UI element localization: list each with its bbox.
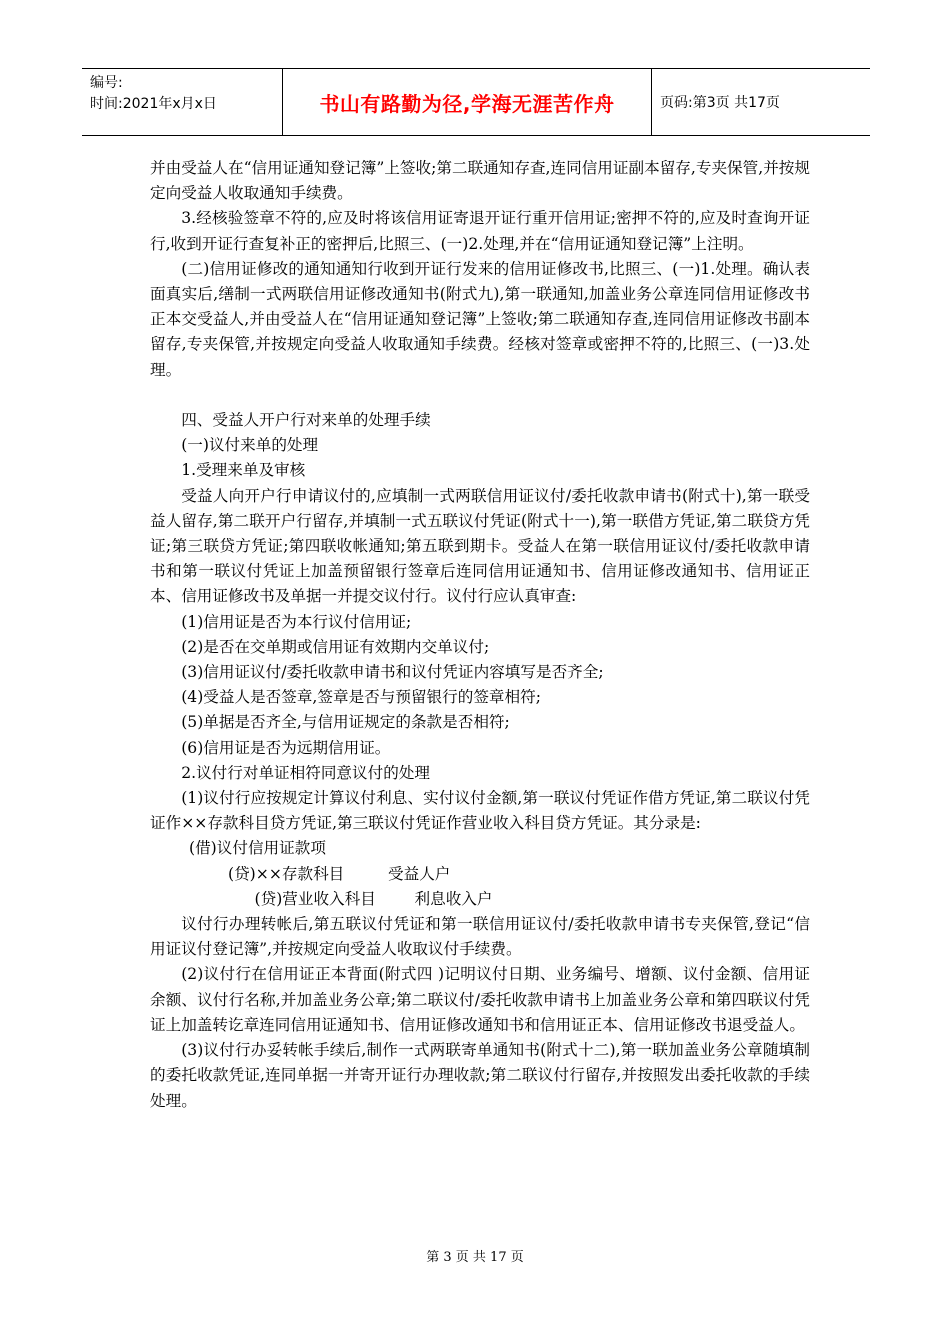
section-heading: 四、受益人开户行对来单的处理手续 (181, 411, 431, 430)
body-paragraph: 并由受益人在“信用证通知登记簿”上签收;第二联通知存查,连同信用证副本留存,专夹保管,并按规定向受益人收取通知手续费。 (150, 159, 810, 203)
checklist-item: (5)单据是否齐全,与信用证规定的条款是否相符; (181, 713, 510, 732)
body-paragraph: 议付行办理转帐后,第五联议付凭证和第一联信用证议付/委托收款申请书专夹保管,登记“信用证议付登记簿”,并按规定向受益人收取议付手续费。 (150, 915, 810, 959)
item-heading: 2.议付行对单证相符同意议付的处理 (181, 763, 430, 782)
journal-entry-credit (150, 862, 810, 887)
page-header (82, 68, 870, 136)
checklist-item: (1)信用证是否为本行议付信用证; (181, 612, 412, 631)
credit-account: (贷)××存款科目 (228, 864, 345, 883)
item-heading: 1.受理来单及审核 (181, 461, 306, 480)
page-footer: 第 3 页 共 17 页 (426, 1250, 524, 1265)
body-paragraph: 3.经核验签章不符的,应及时将该信用证寄退开证行重开信用证;密押不符的,应及时查询开证行,收到开证行查复补正的密押后,比照三、(一)2.处理,并在“信用证通知登记簿”上注明。 (150, 209, 810, 253)
header-motto: 书山有路勤为径,学海无涯苦作舟 (282, 69, 652, 135)
body-paragraph: (2)议付行在信用证正本背面(附式四 )记明议付日期、业务编号、增额、议付金额、信用证余额、议付行名称,并加盖业务公章;第二联议付/委托收款申请书上加盖业务公章和第四联议付凭证上加盖转讫章连同信用证通知书、信用证修改通知书和信用证正本、信用证修改书退受益人。 (150, 965, 810, 1034)
header-page-info: 页码:第3页 共17页 (660, 95, 780, 111)
journal-entry-credit (150, 887, 810, 912)
checklist-item: (2)是否在交单期或信用证有效期内交单议付; (181, 637, 490, 656)
journal-entry-debit: (借)议付信用证款项 (189, 839, 326, 858)
document-number-label: 编号: (90, 75, 123, 91)
subsection-heading: (一)议付来单的处理 (181, 436, 319, 455)
body-paragraph: (3)议付行办妥转帐手续后,制作一式两联寄单通知书(附式十二),第一联加盖业务公章随填制的委托收款凭证,连同单据一并寄开证行办理收款;第二联议付行留存,并按照发出委托收款的手续处理。 (150, 1041, 810, 1110)
credit-subaccount: 利息收入户 (414, 889, 493, 908)
checklist-item: (3)信用证议付/委托收款申请书和议付凭证内容填写是否齐全; (181, 663, 604, 682)
paragraph-gap (150, 383, 810, 408)
header-left-cell (82, 69, 282, 135)
checklist-item: (4)受益人是否签章,签章是否与预留银行的签章相符; (181, 688, 541, 707)
credit-subaccount: 受益人户 (388, 864, 451, 883)
document-time-label: 时间:2021年x月x日 (90, 96, 217, 112)
body-paragraph: (二)信用证修改的通知通知行收到开证行发来的信用证修改书,比照三、(一)1.处理。确认表面真实后,缮制一式两联信用证修改通知书(附式九),第一联通知,加盖业务公章连同信用证修改书正本交受益人,并由受益人在“信用证通知登记簿”上签收;第二联通知存查,连同信用证修改书副本留存,专夹保管,并按规定向受益人收取通知手续费。经核对签章或密押不符的,比照三、(一)3.处理。 (150, 259, 810, 379)
credit-account: (贷)营业收入科目 (254, 889, 376, 908)
body-paragraph: (1)议付行应按规定计算议付利息、实付议付金额,第一联议付凭证作借方凭证,第二联议付凭证作××存款科目贷方凭证,第三联议付凭证作营业收入科目贷方凭证。其分录是: (150, 789, 810, 833)
document-body (150, 156, 810, 1114)
checklist-item: (6)信用证是否为远期信用证。 (181, 738, 391, 757)
body-paragraph: 受益人向开户行申请议付的,应填制一式两联信用证议付/委托收款申请书(附式十),第一联受益人留存,第二联开户行留存,并填制一式五联议付凭证(附式十一),第一联借方凭证,第二联贷方凭证;第三联贷方凭证;第四联收帐通知;第五联到期卡。受益人在第一联信用证议付/委托收款申请书和第一联议付凭证上加盖预留银行签章后连同信用证通知书、信用证修改通知书、信用证正本、信用证修改书及单据一并提交议付行。议付行应认真审查: (150, 486, 811, 606)
